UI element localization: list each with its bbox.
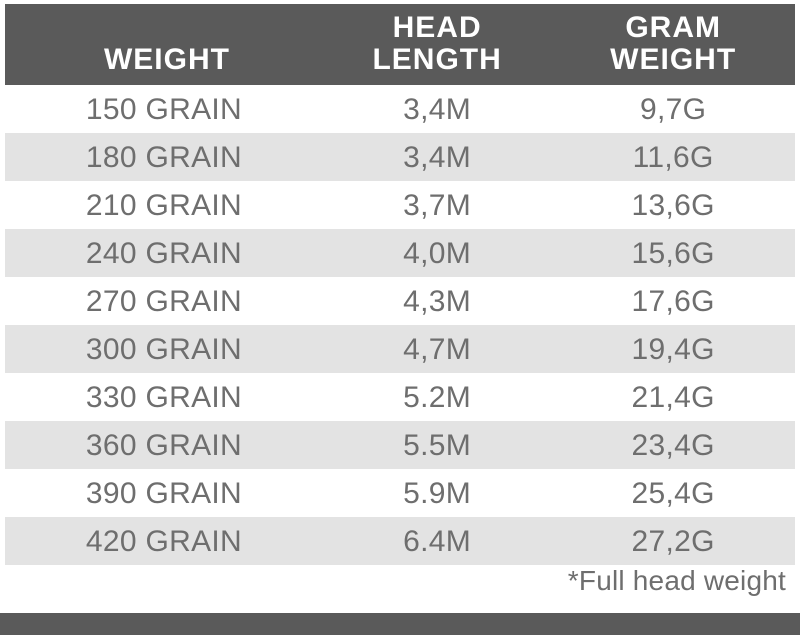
table-header-row bbox=[5, 4, 795, 85]
cell-gram-weight: 25,4G bbox=[551, 469, 795, 517]
cell-weight: 300 GRAIN bbox=[5, 325, 323, 373]
cell-gram-weight: 9,7G bbox=[551, 85, 795, 133]
head-spec-table bbox=[5, 4, 795, 565]
cell-gram-weight: 17,6G bbox=[551, 277, 795, 325]
cell-weight: 240 GRAIN bbox=[5, 229, 323, 277]
cell-head-length: 4,0M bbox=[323, 229, 551, 277]
cell-head-length: 5.9M bbox=[323, 469, 551, 517]
table-row bbox=[5, 85, 795, 133]
cell-head-length: 4,7M bbox=[323, 325, 551, 373]
column-header-gram-weight bbox=[551, 4, 795, 85]
cell-weight: 210 GRAIN bbox=[5, 181, 323, 229]
table-body bbox=[5, 85, 795, 565]
cell-gram-weight: 15,6G bbox=[551, 229, 795, 277]
cell-weight: 390 GRAIN bbox=[5, 469, 323, 517]
cell-head-length: 5.5M bbox=[323, 421, 551, 469]
column-header-head-length bbox=[323, 4, 551, 85]
bottom-bar bbox=[0, 613, 800, 635]
cell-head-length: 3,4M bbox=[323, 133, 551, 181]
spec-sheet bbox=[0, 4, 800, 635]
cell-weight: 150 GRAIN bbox=[5, 85, 323, 133]
table-header bbox=[5, 4, 795, 85]
table-row bbox=[5, 421, 795, 469]
cell-weight: 180 GRAIN bbox=[5, 133, 323, 181]
column-header-weight bbox=[5, 4, 323, 85]
table-row bbox=[5, 277, 795, 325]
cell-gram-weight: 13,6G bbox=[551, 181, 795, 229]
cell-gram-weight: 11,6G bbox=[551, 133, 795, 181]
table-row bbox=[5, 133, 795, 181]
column-header-head-length-line-1: HEAD bbox=[392, 11, 482, 44]
cell-gram-weight: 19,4G bbox=[551, 325, 795, 373]
cell-head-length: 6.4M bbox=[323, 517, 551, 565]
cell-head-length: 3,7M bbox=[323, 181, 551, 229]
table-row bbox=[5, 517, 795, 565]
column-header-gram-weight-line-1: GRAM bbox=[625, 11, 721, 44]
table-row bbox=[5, 181, 795, 229]
column-header-gram-weight-line-2: WEIGHT bbox=[610, 42, 737, 76]
cell-weight: 270 GRAIN bbox=[5, 277, 323, 325]
footnote: *Full head weight bbox=[567, 565, 786, 596]
cell-weight: 360 GRAIN bbox=[5, 421, 323, 469]
cell-gram-weight: 27,2G bbox=[551, 517, 795, 565]
cell-head-length: 5.2M bbox=[323, 373, 551, 421]
cell-gram-weight: 21,4G bbox=[551, 373, 795, 421]
table-row bbox=[5, 373, 795, 421]
column-header-weight-line-1: WEIGHT bbox=[103, 42, 230, 76]
cell-weight: 330 GRAIN bbox=[5, 373, 323, 421]
cell-head-length: 4,3M bbox=[323, 277, 551, 325]
table-row bbox=[5, 229, 795, 277]
cell-head-length: 3,4M bbox=[323, 85, 551, 133]
cell-gram-weight: 23,4G bbox=[551, 421, 795, 469]
column-header-head-length-line-2: LENGTH bbox=[372, 42, 502, 76]
table-row bbox=[5, 325, 795, 373]
table-row bbox=[5, 469, 795, 517]
cell-weight: 420 GRAIN bbox=[5, 517, 323, 565]
